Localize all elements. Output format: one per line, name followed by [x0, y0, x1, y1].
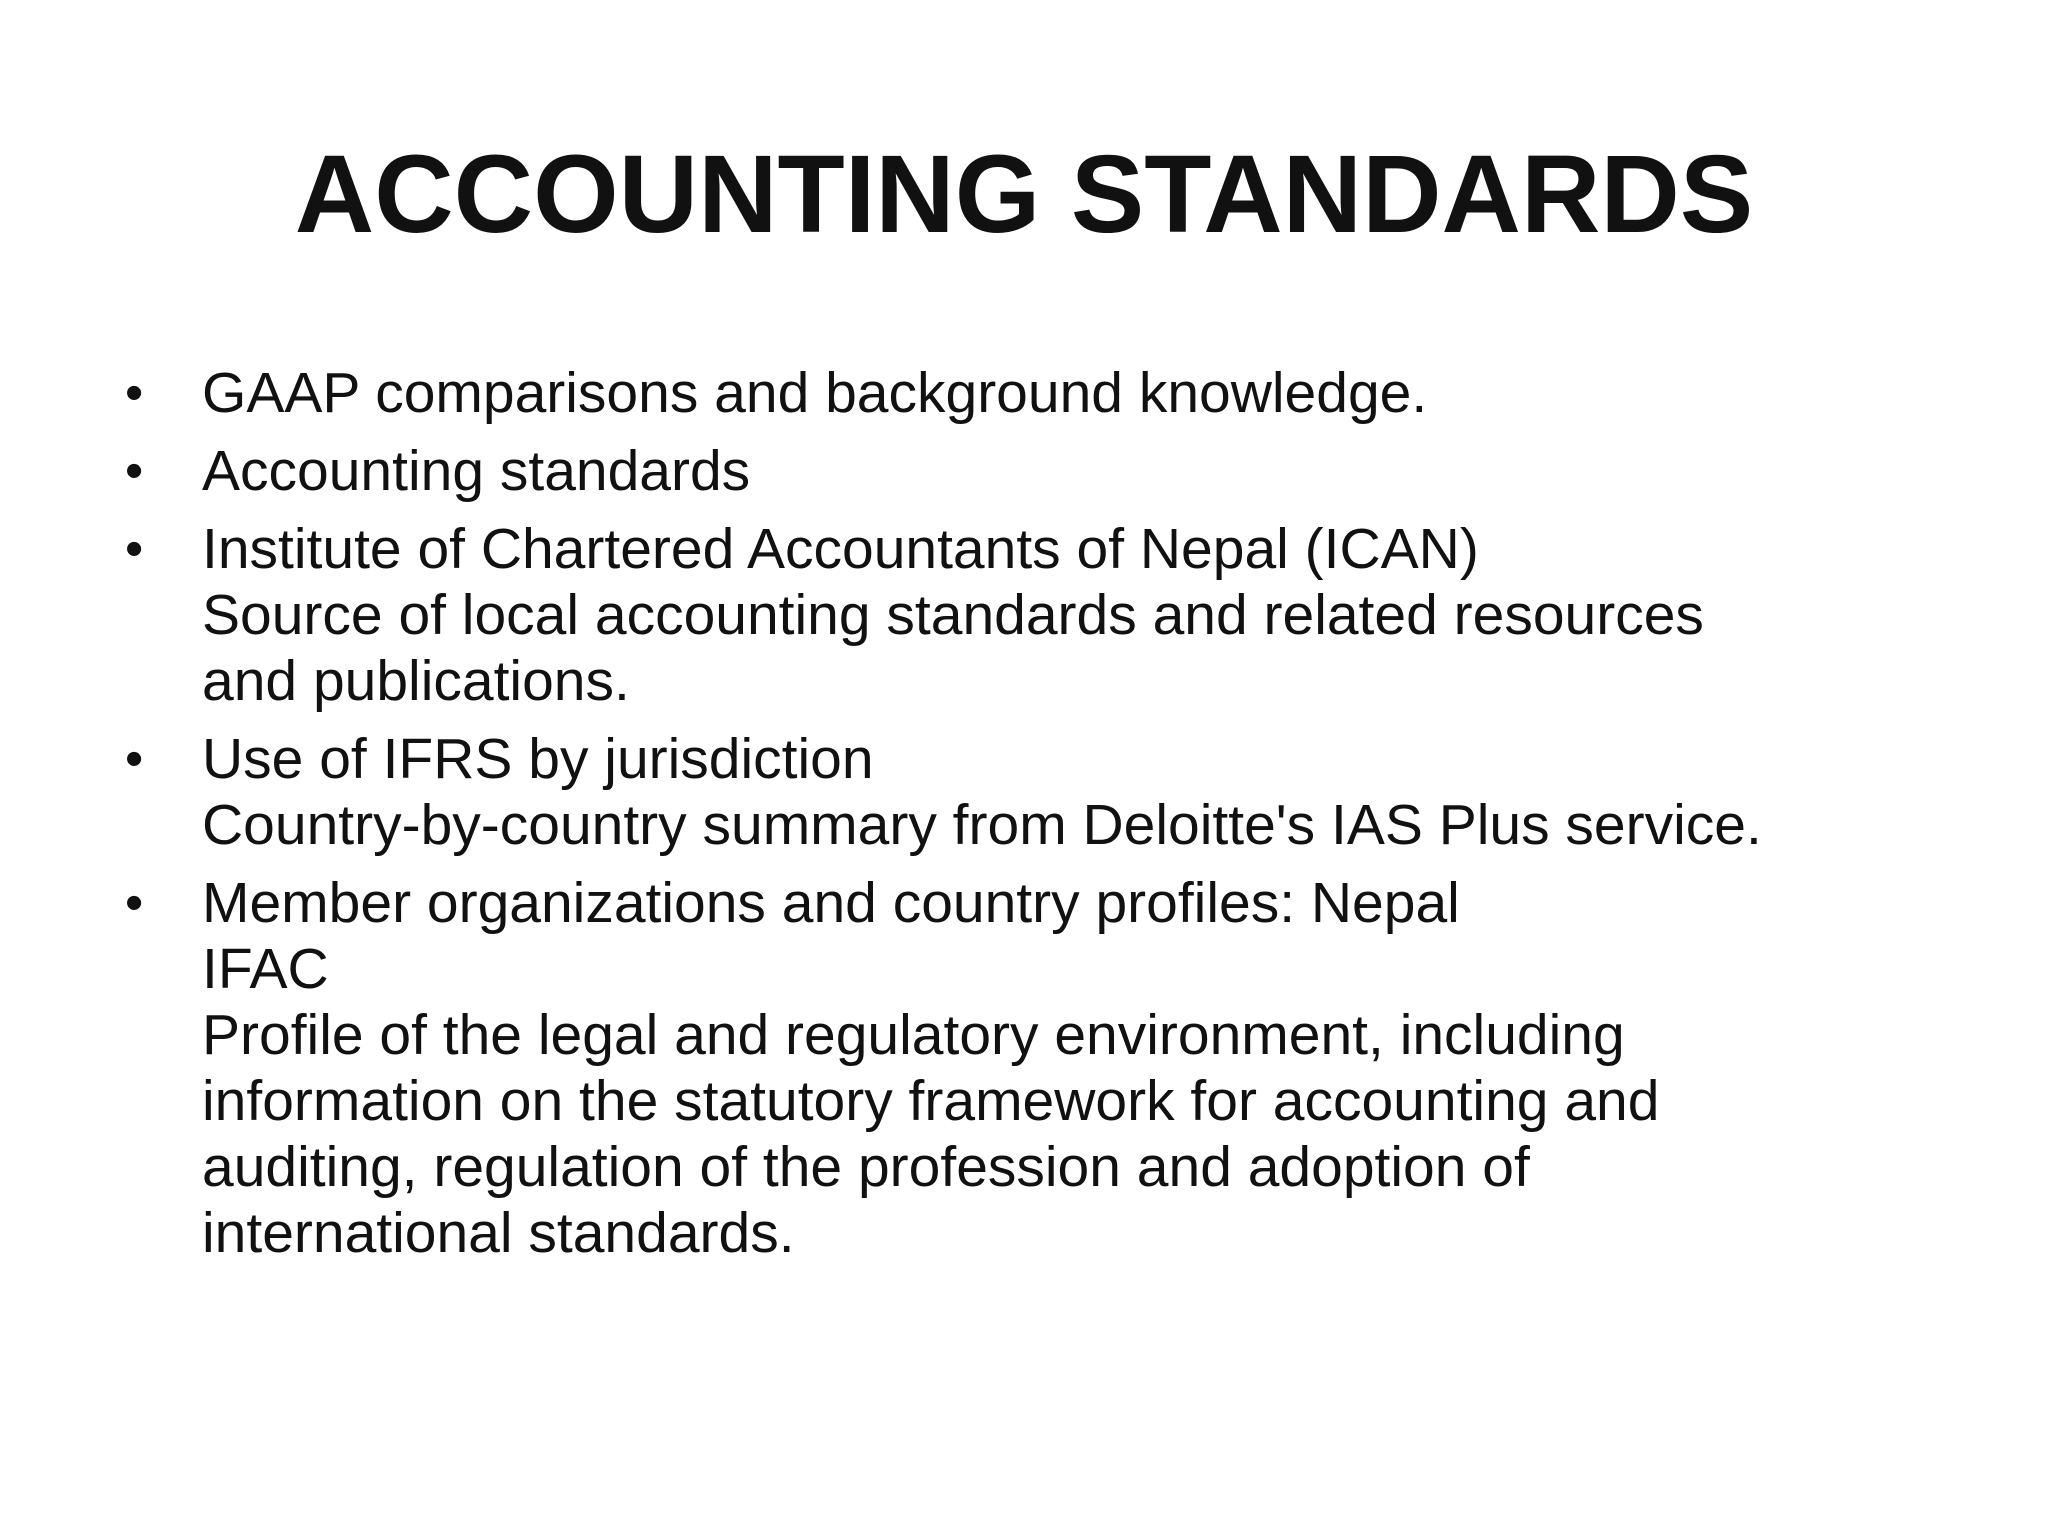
list-item [120, 438, 1980, 504]
list-item [120, 726, 1980, 858]
bullet-text-line: Institute of Chartered Accountants of Nepal (ICAN) [202, 517, 1479, 581]
bullet-icon: • [125, 520, 144, 578]
slide-title: ACCOUNTING STANDARDS [294, 133, 1754, 256]
bullet-text-line: Country-by-country summary from Deloitte's IAS Plus service. [202, 793, 1762, 857]
bullet-text-line: and publications. [202, 649, 630, 713]
bullet-icon: • [125, 442, 144, 500]
bullet-icon: • [125, 874, 144, 932]
bullet-text-line: IFAC [202, 937, 329, 1001]
bullet-text-line: information on the statutory framework for accounting and [202, 1069, 1660, 1133]
bullet-text-line: Accounting standards [202, 439, 751, 503]
list-item [120, 516, 1980, 714]
bullet-text-line: Source of local accounting standards and related resources [202, 583, 1704, 647]
list-item [120, 870, 1980, 1266]
bullet-text-line: GAAP comparisons and background knowledge. [202, 361, 1428, 425]
bullet-text-line: auditing, regulation of the profession and adoption of [202, 1135, 1530, 1199]
bullet-text-line: international standards. [202, 1201, 795, 1265]
bullet-icon: • [125, 730, 144, 788]
bullet-text-line: Profile of the legal and regulatory environment, including [202, 1003, 1625, 1067]
bullet-list [120, 360, 1980, 1278]
bullet-icon: • [125, 364, 144, 422]
bullet-text-line: Use of IFRS by jurisdiction [202, 727, 874, 791]
list-item [120, 360, 1980, 426]
bullet-text-line: Member organizations and country profiles: Nepal [202, 871, 1460, 935]
